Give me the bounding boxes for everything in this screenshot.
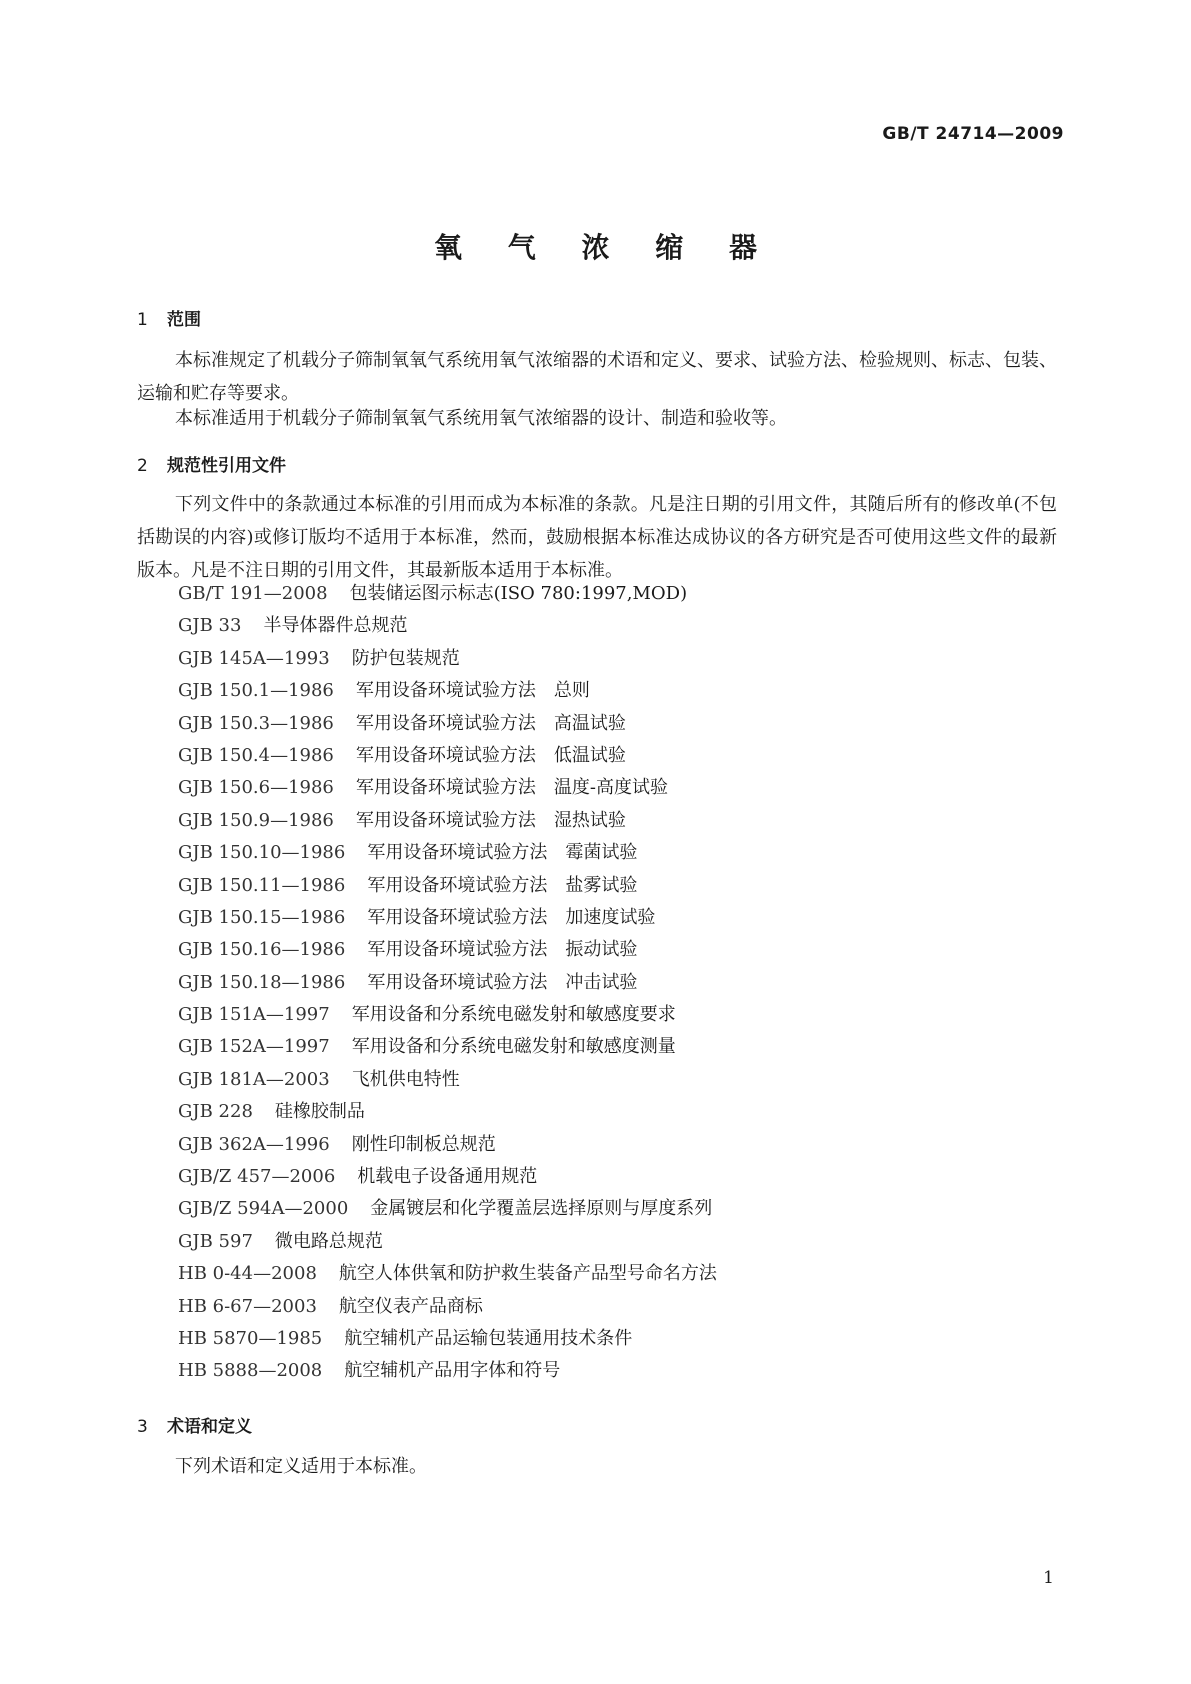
reference-item: [178, 578, 717, 610]
reference-title: 军用设备和分系统电磁发射和敏感度要求: [351, 1004, 676, 1026]
paragraph: 下列术语和定义适用于本标准。: [175, 1456, 427, 1477]
reference-code: HB 0-44—2008: [178, 1263, 317, 1285]
reference-item: [178, 967, 717, 999]
reference-item: [178, 675, 717, 707]
reference-title: 半导体器件总规范: [263, 615, 408, 637]
reference-item: [178, 1129, 717, 1161]
reference-code: GJB 362A—1996: [178, 1133, 330, 1155]
reference-code: GJB 181A—2003: [178, 1068, 330, 1090]
reference-item: [178, 740, 717, 772]
reference-code: GJB 150.10—1986: [178, 842, 346, 864]
reference-title: 军用设备和分系统电磁发射和敏感度测量: [351, 1036, 676, 1058]
reference-title: 军用设备环境试验方法 湿热试验: [355, 809, 626, 831]
reference-item: [178, 934, 717, 966]
reference-item: [178, 902, 717, 934]
reference-title: 金属镀层和化学覆盖层选择原则与厚度系列: [370, 1198, 713, 1220]
section-title: 规范性引用文件: [167, 456, 286, 476]
normative-references-list: [178, 578, 717, 1388]
reference-title: 军用设备环境试验方法 盐雾试验: [367, 874, 638, 896]
reference-code: GB/T 191—2008: [178, 583, 328, 604]
reference-code: GJB 151A—1997: [178, 1004, 330, 1026]
reference-item: [178, 1323, 717, 1355]
reference-item: [178, 805, 717, 837]
reference-code: HB 5888—2008: [178, 1360, 323, 1382]
reference-item: [178, 1291, 717, 1323]
reference-title: 军用设备环境试验方法 高温试验: [355, 712, 626, 734]
reference-code: GJB 150.1—1986: [178, 680, 334, 702]
reference-code: GJB 150.9—1986: [178, 809, 334, 831]
reference-title: 硅橡胶制品: [274, 1101, 365, 1123]
reference-item: [178, 1226, 717, 1258]
reference-code: GJB 150.4—1986: [178, 744, 334, 766]
reference-title: 微电路总规范: [274, 1230, 383, 1252]
reference-code: GJB 597: [178, 1230, 253, 1252]
reference-item: [178, 772, 717, 804]
reference-title: 军用设备环境试验方法 振动试验: [367, 939, 638, 961]
reference-title: 航空辅机产品运输包装通用技术条件: [344, 1327, 633, 1349]
reference-title: 航空人体供氧和防护救生装备产品型号命名方法: [338, 1263, 717, 1285]
reference-item: [178, 708, 717, 740]
reference-code: HB 6-67—2003: [178, 1295, 317, 1317]
section-title: 范围: [167, 310, 201, 330]
reference-title: 防护包装规范: [351, 647, 460, 669]
reference-title: 军用设备环境试验方法 总则: [355, 680, 590, 702]
reference-item: [178, 1096, 717, 1128]
reference-code: GJB 150.6—1986: [178, 777, 334, 799]
section-number: 2: [137, 456, 148, 476]
reference-item: [178, 1193, 717, 1225]
reference-code: GJB 150.3—1986: [178, 712, 334, 734]
page-number: 1: [1043, 1568, 1054, 1588]
reference-code: GJB 150.15—1986: [178, 906, 346, 928]
reference-item: [178, 643, 717, 675]
document-title: 氧 气 浓 缩 器: [434, 231, 775, 264]
section-heading-2: [137, 451, 286, 476]
reference-item: [178, 870, 717, 902]
reference-title: 飞机供电特性: [351, 1068, 460, 1090]
reference-code: GJB 33: [178, 615, 242, 637]
section-heading-3: [137, 1412, 252, 1437]
reference-title: 机载电子设备通用规范: [357, 1166, 538, 1188]
reference-item: [178, 1161, 717, 1193]
reference-item: [178, 610, 717, 642]
reference-code: GJB 145A—1993: [178, 647, 330, 669]
reference-title: 刚性印制板总规范: [351, 1133, 496, 1155]
reference-code: GJB 152A—1997: [178, 1036, 330, 1058]
reference-code: HB 5870—1985: [178, 1327, 323, 1349]
reference-title: 军用设备环境试验方法 温度-高度试验: [355, 777, 668, 799]
reference-title: 军用设备环境试验方法 低温试验: [355, 744, 626, 766]
section-number: 1: [137, 310, 148, 330]
reference-code: GJB 228: [178, 1101, 253, 1123]
section-heading-1: [137, 305, 201, 330]
reference-title: 航空辅机产品用字体和符号: [344, 1360, 561, 1382]
paragraph: 下列文件中的条款通过本标准的引用而成为本标准的条款。凡是注日期的引用文件，其随后所有的修改单(不包括勘误的内容)或修订版均不适用于本标准，然而，鼓励根据本标准达成协议的各方研究是否可使用这些文件的最新版本。凡是不注日期的引用文件，其最新版本适用于本标准。: [137, 494, 1057, 581]
reference-item: [178, 1355, 717, 1387]
reference-title: 军用设备环境试验方法 冲击试验: [367, 971, 638, 993]
reference-title: 军用设备环境试验方法 加速度试验: [367, 906, 656, 928]
reference-code: GJB/Z 594A—2000: [178, 1198, 349, 1220]
reference-code: GJB 150.18—1986: [178, 971, 346, 993]
reference-item: [178, 837, 717, 869]
reference-code: GJB 150.11—1986: [178, 874, 346, 896]
reference-title: 航空仪表产品商标: [338, 1295, 483, 1317]
reference-code: GJB 150.16—1986: [178, 939, 346, 961]
section-number: 3: [137, 1417, 148, 1437]
reference-item: [178, 999, 717, 1031]
standard-code: GB/T 24714—2009: [882, 124, 1064, 144]
paragraph: 本标准适用于机载分子筛制氧氧气系统用氧气浓缩器的设计、制造和验收等。: [175, 408, 787, 429]
reference-title: 军用设备环境试验方法 霉菌试验: [367, 842, 638, 864]
section-title: 术语和定义: [167, 1417, 252, 1437]
reference-code: GJB/Z 457—2006: [178, 1166, 336, 1188]
reference-item: [178, 1064, 717, 1096]
reference-title: 包装储运图示标志(ISO 780:1997,MOD): [349, 583, 688, 604]
paragraph: 本标准规定了机载分子筛制氧氧气系统用氧气浓缩器的术语和定义、要求、试验方法、检验规则、标志、包装、运输和贮存等要求。: [137, 350, 1057, 404]
reference-item: [178, 1031, 717, 1063]
reference-item: [178, 1258, 717, 1290]
